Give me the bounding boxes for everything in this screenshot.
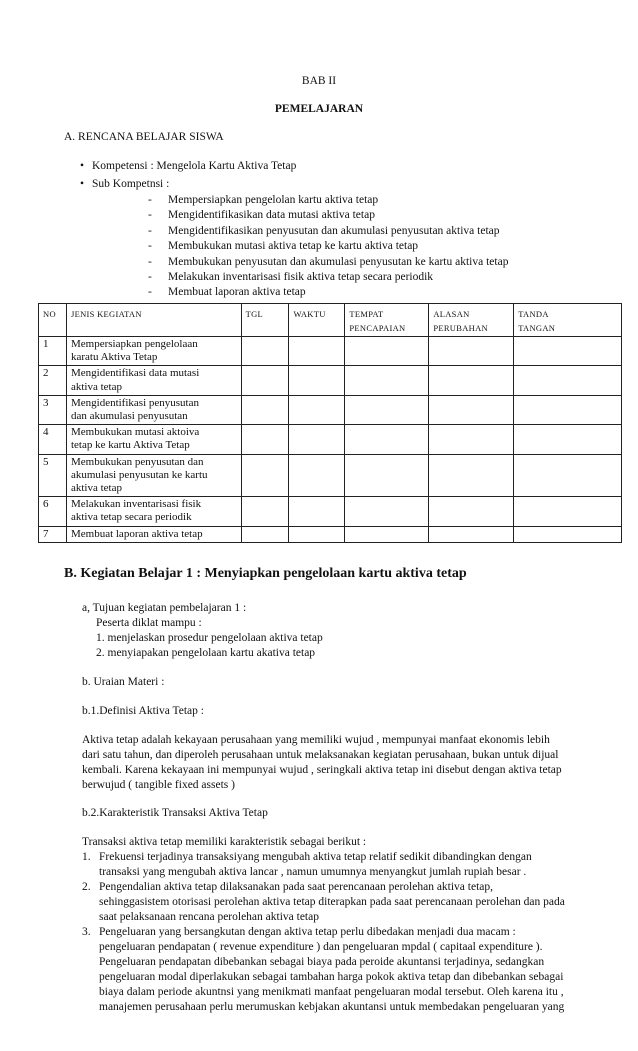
table-row (39, 454, 622, 497)
activity-plan-table (38, 303, 622, 543)
chapter-label: BAB II (301, 75, 337, 87)
objective-sub: Peserta diklat mampu : (96, 617, 202, 629)
activity-cell: Mengidentifikasi penyusutan dan akumulasi penyusutan (66, 395, 241, 424)
row-number: 3 (39, 395, 67, 424)
characteristic-item-3: 3. Pengeluaran yang bersangkutan dengan aktiva tetap perlu dibedakan menjadi dua macam : pengeluaran pendapatan ( revenue expenditure ) dan pengeluaran mpdal ( capitaal expenditure ). Pengeluaran pendapatan dibebankan sebagai biaya pada peroide akuntansi terjadinya, sedangkan pengeluaran modal diperlakukan sebagai tambahan harga pokok aktiva tetap dan dibebankan sebagai biaya dalam periode akuntnsi yang menikmati manfaat pengeluaran modal tersebut. Oleh karena itu , manajemen perusahaan perlu merumuskan kebjakan akuntansi untuk membedakan pengeluaran yang (82, 926, 565, 1013)
header-no: NO (39, 304, 67, 337)
header-tempat-pencapaian: TEMPAT PENCAPAIAN (345, 304, 429, 337)
definition-title: b.1.Definisi Aktiva Tetap : (82, 705, 204, 717)
header-jenis-kegiatan: JENIS KEGIATAN (66, 304, 241, 337)
list-item: - Membukukan mutasi aktiva tetap ke kartu aktiva tetap (148, 240, 419, 253)
objective-item: 1. menjelaskan prosedur pengelolaan aktiva tetap (96, 632, 323, 644)
kompetensi-text: Kompetensi : Mengelola Kartu Aktiva Tetap (92, 160, 297, 172)
table-row (39, 497, 622, 526)
definition-paragraph: Aktiva tetap adalah kekayaan perusahaan yang memiliki wujud , mempunyai manfaat ekonomis lebih dari satu tahun, dan diperoleh perusahaan untuk melaksanakan kegiatan perusahaan, bukan untuk dijual kembali. Karena kekayaan ini mempunyai wujud , seringkali aktiva tetap ini disebut dengan aktiva tetap berwujud ( tangible fixed assets ) (82, 734, 562, 791)
row-number: 7 (39, 526, 67, 542)
activity-cell: Membukukan penyusutan dan akumulasi penyusutan ke kartu aktiva tetap (66, 454, 241, 497)
activity-cell: Membukukan mutasi aktoiva tetap ke kartu Aktiva Tetap (66, 425, 241, 454)
header-tanda-tangan: TANDA TANGAN (514, 304, 622, 337)
characteristic-item-2: 2. Pengendalian aktiva tetap dilaksanakan pada saat perencanaan perolehan aktiva tetap, sehinggasistem otorisasi perolehan aktiva tetap diterapkan pada saat perencanaan perolehan dan pada saat pelaksanaan rencana perolehan aktiva tetap (82, 881, 565, 923)
row-number: 6 (39, 497, 67, 526)
characteristic-item-1: 1. Frekuensi terjadinya transaksiyang mengubah aktiva tetap relatif sedikit dibandingkan dengan transaksi yang mengubah aktiva lancar , namun umumnya menyangkut jumlah rupiah besar . (82, 851, 532, 878)
bullet-icon: • (80, 160, 85, 172)
activity-cell: Mempersiapkan pengelolaan karatu Aktiva Tetap (66, 337, 241, 366)
row-number: 1 (39, 337, 67, 366)
header-tgl: TGL (241, 304, 289, 337)
characteristics-title: b.2.Karakteristik Transaksi Aktiva Tetap (82, 807, 268, 819)
list-item: - Membukukan penyusutan dan akumulasi penyusutan ke kartu aktiva tetap (148, 255, 509, 268)
list-item: - Mempersiapkan pengelolan kartu aktiva tetap (148, 194, 379, 206)
table-row (39, 337, 622, 366)
list-item: - Melakukan inventarisasi fisik aktiva tetap secara periodik (148, 270, 434, 283)
bullet-icon: • (80, 178, 85, 190)
objective-item: 2. menyiapakan pengelolaan kartu akativa tetap (96, 647, 316, 659)
activity-cell: Melakukan inventarisasi fisik aktiva tetap secara periodik (66, 497, 241, 526)
table-row (39, 395, 622, 424)
list-item: - Mengidentifikasikan penyusutan dan akumulasi penyusutan aktiva tetap (148, 224, 500, 237)
objective-title: a, Tujuan kegiatan pembelajaran 1 : (82, 602, 247, 614)
section-b-title: B. Kegiatan Belajar 1 : Menyiapkan pengelolaan kartu aktiva tetap (64, 566, 467, 581)
header-waktu: WAKTU (289, 304, 345, 337)
sub-kompetensi-text: Sub Kompetnsi : (92, 178, 170, 190)
header-alasan-perubahan: ALASAN PERUBAHAN (429, 304, 514, 337)
row-number: 4 (39, 425, 67, 454)
list-item: - Membuat laporan aktiva tetap (148, 286, 306, 299)
table-row (39, 425, 622, 454)
sub-kompetensi-bullet (80, 178, 169, 190)
sub-kompetensi-list (148, 193, 508, 301)
list-item: - Mengidentifikasikan data mutasi aktiva tetap (148, 209, 375, 222)
section-a-title: A. RENCANA BELAJAR SISWA (64, 131, 224, 143)
chapter-title: PEMELAJARAN (274, 103, 364, 115)
table-row (39, 526, 622, 542)
activity-cell: Membuat laporan aktiva tetap (66, 526, 241, 542)
materi-title: b. Uraian Materi : (82, 676, 165, 688)
table-header-row (39, 304, 622, 337)
row-number: 2 (39, 366, 67, 395)
table-row (39, 366, 622, 395)
kompetensi-bullet (80, 160, 296, 172)
row-number: 5 (39, 454, 67, 497)
activity-cell: Mengidentifikasi data mutasi aktiva tetap (66, 366, 241, 395)
characteristics-intro: Transaksi aktiva tetap memiliki karakteristik sebagai berikut : (82, 836, 367, 848)
